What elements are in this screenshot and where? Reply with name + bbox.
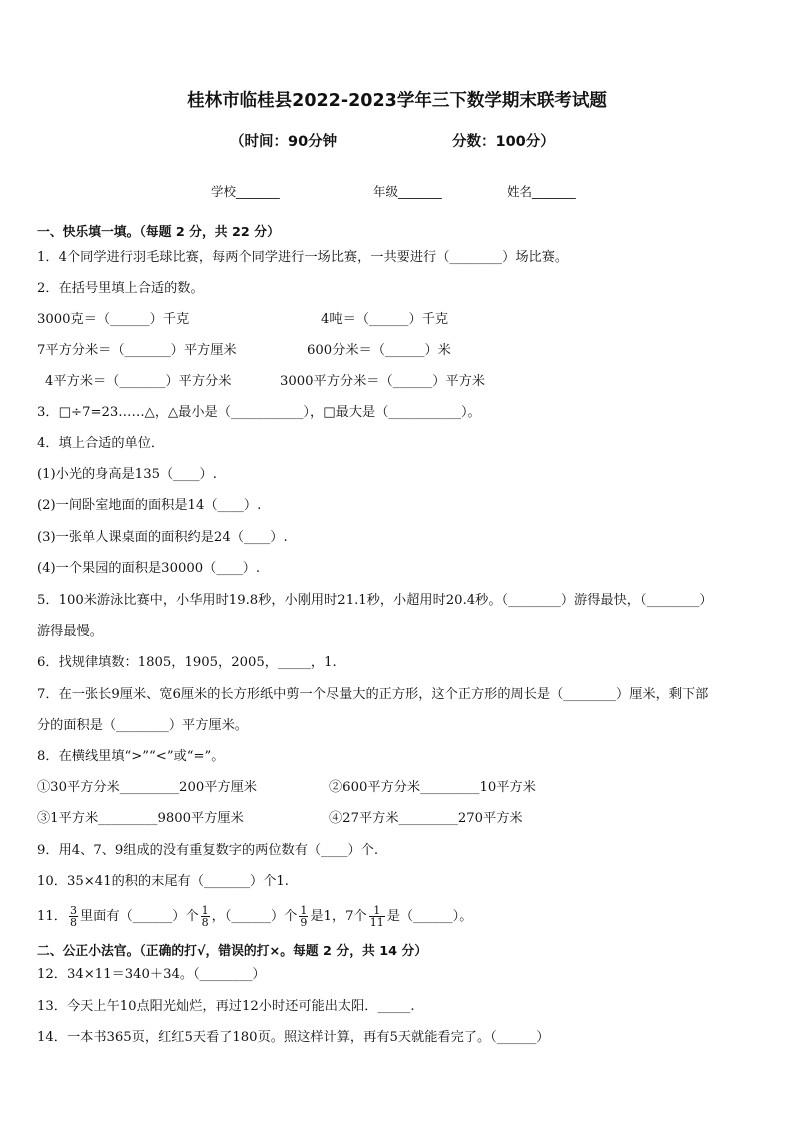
fraction-denominator: 11 <box>369 916 384 929</box>
question-1: 1．4个同学进行羽毛球比赛，每两个同学进行一场比赛，一共要进行（________）场比赛。 <box>37 250 569 265</box>
question-4a: (1)小光的身高是135（____）. <box>37 467 217 482</box>
question-11-part2: ，（______）个 <box>211 909 298 924</box>
question-4c: (3)一张单人课桌面的面积约是24（____）. <box>37 530 288 545</box>
question-9: 9．用4、7、9组成的没有重复数字的两位数有（____）个. <box>37 843 379 858</box>
school-field[interactable]: 学校_______ <box>211 184 280 199</box>
question-2: 2．在括号里填上合适的数。 <box>37 281 204 296</box>
question-5-cont: 游得最慢。 <box>37 624 103 639</box>
fraction-numerator: 1 <box>201 904 209 917</box>
question-2c: 7平方分米＝（_______）平方厘米 <box>37 343 237 358</box>
fraction-denominator: 8 <box>69 916 77 929</box>
question-11-part3: 是1，7个 <box>310 909 367 924</box>
fraction-denominator: 8 <box>201 916 209 929</box>
question-7: 7．在一张长9厘米、宽6厘米的长方形纸中剪一个尽量大的正方形，这个正方形的周长是（________）厘米，剩下部 <box>37 687 709 702</box>
question-8a: ①30平方分米_________200平方厘米 <box>37 780 257 795</box>
question-8b: ②600平方分米_________10平方米 <box>329 780 536 795</box>
question-8d: ④27平方米_________270平方米 <box>329 811 523 826</box>
question-11 <box>37 900 472 934</box>
question-4: 4．填上合适的单位． <box>37 436 165 451</box>
question-11-part4: 是（______）。 <box>386 909 473 924</box>
question-2a: 3000克＝（______）千克 <box>37 312 190 327</box>
exam-time: （时间：90分钟 <box>230 134 338 150</box>
grade-field[interactable]: 年级_______ <box>373 184 442 199</box>
question-8: 8．在横线里填“>”“<”或“=”。 <box>37 749 225 764</box>
section-1-heading: 一、快乐填一填。（每题 2 分，共 22 分） <box>37 225 280 240</box>
page-title: 桂林市临桂县2022-2023学年三下数学期末联考试题 <box>187 91 607 111</box>
question-11-prefix: 11． <box>37 909 67 924</box>
fraction-denominator: 9 <box>300 916 308 929</box>
question-2f: 3000平方分米＝（______）平方米 <box>280 374 485 389</box>
fraction-numerator: 3 <box>69 904 77 917</box>
question-4d: (4)一个果园的面积是30000（____）. <box>37 561 261 576</box>
fraction-1-11 <box>369 905 385 928</box>
fraction-numerator: 1 <box>369 905 385 917</box>
question-6: 6．找规律填数：1805，1905，2005，_____，1. <box>37 655 337 670</box>
question-8c: ③1平方米_________9800平方厘米 <box>37 811 244 826</box>
exam-score: 分数：100分） <box>452 134 555 150</box>
fraction-1-8 <box>201 905 210 928</box>
fraction-3-8 <box>69 905 78 928</box>
question-11-part1: 里面有（______）个 <box>79 909 199 924</box>
question-13: 13．今天上午10点阳光灿烂，再过12小时还可能出太阳．_____. <box>37 999 415 1014</box>
question-5: 5．100米游泳比赛中，小华用时19.8秒，小刚用时21.1秒，小超用时20.4秒。（________）游得最快，（________） <box>37 593 713 608</box>
question-10: 10．35×41的积的末尾有（_______）个1. <box>37 874 290 889</box>
fraction-numerator: 1 <box>300 904 308 917</box>
name-field[interactable]: 姓名_______ <box>507 184 576 199</box>
question-12: 12．34×11＝340＋34。（________） <box>37 967 266 982</box>
question-4b: (2)一间卧室地面的面积是14（____）. <box>37 498 262 513</box>
question-14: 14．一本书365页，红红5天看了180页。照这样计算，再有5天就能看完了。（______） <box>37 1030 550 1045</box>
question-2d: 600分米＝（______）米 <box>307 343 451 358</box>
question-2e: 4平方米＝（_______）平方分米 <box>45 374 232 389</box>
question-2b: 4吨＝（______）千克 <box>321 312 449 327</box>
question-3: 3．□÷7=23……△，△最小是（___________），□最大是（___________）。 <box>37 405 481 420</box>
question-7-cont: 分的面积是（________）平方厘米。 <box>37 718 248 733</box>
fraction-1-9 <box>299 905 308 928</box>
section-2-heading: 二、公正小法官。（正确的打√，错误的打×。每题 2 分，共 14 分） <box>37 944 428 959</box>
